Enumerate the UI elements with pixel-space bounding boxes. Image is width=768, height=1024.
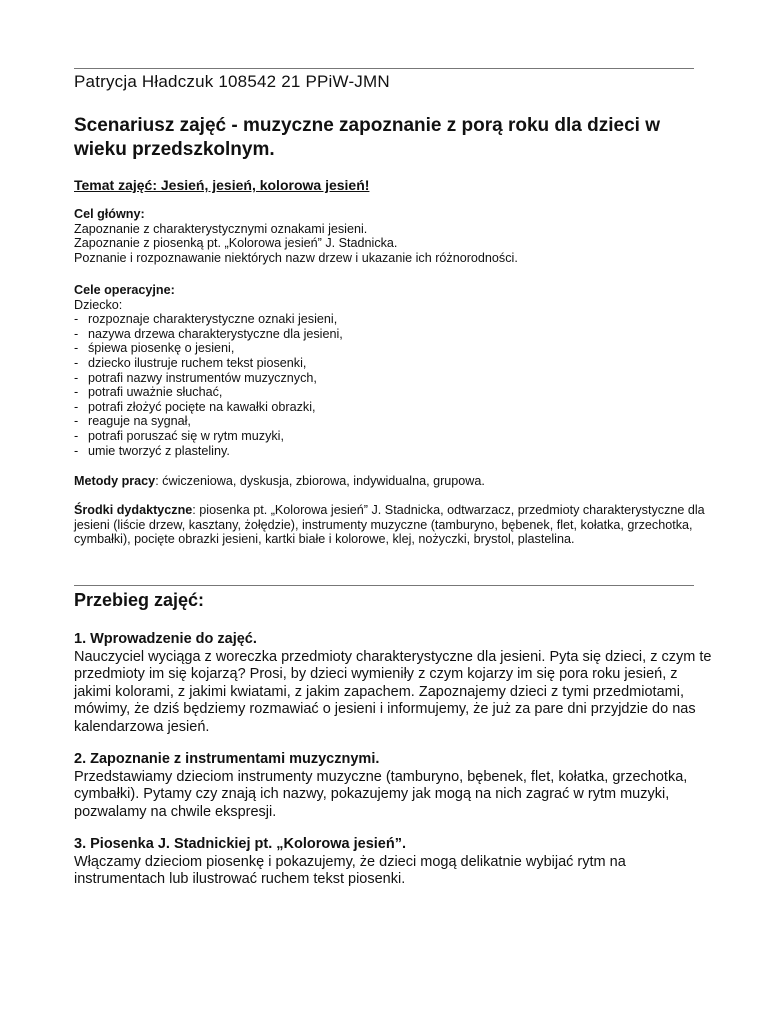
main-goal-line: Poznanie i rozpoznawanie niektórych nazw drzew i ukazanie ich różnorodności. <box>74 250 518 265</box>
document-title: Scenariusz zajęć - muzyczne zapoznanie z porą roku dla dzieci w wieku przedszkolnym. <box>74 115 661 160</box>
step-text: Włączamy dzieciom piosenkę i pokazujemy, że dzieci mogą delikatnie wybijać rytm na instrumentach lub ilustrować ruchem tekst piosenki. <box>74 853 626 888</box>
step-text: Przedstawiamy dzieciom instrumenty muzyczne (tamburyno, bębenek, flet, kołatka, grzechotka, cymbałki). Pytamy czy znają ich nazwy, pokazujemy jak mogą na nich zagrać w rytm muzyki, pozwalamy na chwile ekspresji. <box>74 768 688 820</box>
teaching-aids-paragraph <box>74 503 724 547</box>
step-1 <box>74 631 714 737</box>
main-goal-label: Cel główny: <box>74 207 145 221</box>
step-text: Nauczyciel wyciąga z woreczka przedmioty charakterystyczne dla jesieni. Pyta się dzieci, z czym te przedmioty im się kojarzą? Prosi, by dzieci wymieniły z czym kojarzy im się pora roku jesień, z jakimi kolorami, z jakimi kwiatami, z jakim zapachem. Zapoznajemy dzieci z tymi przedmiotami, mówimy, że dziś będziemy rozmawiać o jesieni i informujemy, że już za pare dni przyjdzie do nas kalendarzowa jesień. <box>74 648 712 735</box>
list-item: - potrafi nazwy instrumentów muzycznych, <box>74 371 714 386</box>
list-item: - umie tworzyć z plasteliny. <box>74 444 714 459</box>
step-heading: 3. Piosenka J. Stadnickiej pt. „Kolorowa jesień”. <box>74 836 406 852</box>
list-item: - nazywa drzewa charakterystyczne dla jesieni, <box>74 327 714 342</box>
main-goal-line: Zapoznanie z piosenką pt. „Kolorowa jesień” J. Stadnicka. <box>74 236 398 251</box>
main-goal-line: Zapoznanie z charakterystycznymi oznakami jesieni. <box>74 221 368 236</box>
top-rule <box>74 68 694 69</box>
step-3 <box>74 836 714 889</box>
list-item: - śpiewa piosenkę o jesieni, <box>74 341 714 356</box>
list-item: - potrafi uważnie słuchać, <box>74 385 714 400</box>
list-item: - reaguje na sygnał, <box>74 414 714 429</box>
list-item: - potrafi złożyć pocięte na kawałki obrazki, <box>74 400 714 415</box>
course-section-title: Przebieg zajęć: <box>74 590 205 610</box>
section-rule <box>74 585 694 586</box>
teaching-aids-text: : piosenka pt. „Kolorowa jesień” J. Stadnicka, odtwarzacz, przedmioty charakterystyczne dla jesieni (liście drzew, kasztany, żołędzie), instrumenty muzyczne (tamburyno, bębenek, flet, kołatka, grzechotka, cymbałki), pocięte obrazki jesieni, kartki białe i kolorowe, klej, nożyczki, brystol, plastelina. <box>74 503 705 547</box>
operational-goals-intro: Dziecko: <box>74 297 123 312</box>
lesson-topic: Temat zajęć: Jesień, jesień, kolorowa jesień! <box>74 177 370 193</box>
author-line: Patrycja Hładczuk 108542 21 PPiW-JMN <box>74 72 390 91</box>
step-heading: 2. Zapoznanie z instrumentami muzycznymi. <box>74 751 380 767</box>
operational-goals-label: Cele operacyjne: <box>74 283 175 297</box>
methods-label: Metody pracy <box>74 474 156 488</box>
step-heading: 1. Wprowadzenie do zajęć. <box>74 631 257 647</box>
main-goal-section <box>74 207 714 265</box>
operational-goals-section <box>74 283 714 458</box>
methods-text: : ćwiczeniowa, dyskusja, zbiorowa, indywidualna, grupowa. <box>155 474 485 488</box>
list-item: - potrafi poruszać się w rytm muzyki, <box>74 429 714 444</box>
list-item: - dziecko ilustruje ruchem tekst piosenki, <box>74 356 714 371</box>
step-2 <box>74 751 714 821</box>
methods-paragraph <box>74 474 714 489</box>
operational-goals-list <box>74 312 714 458</box>
teaching-aids-label: Środki dydaktyczne <box>74 503 193 517</box>
list-item: - rozpoznaje charakterystyczne oznaki jesieni, <box>74 312 714 327</box>
